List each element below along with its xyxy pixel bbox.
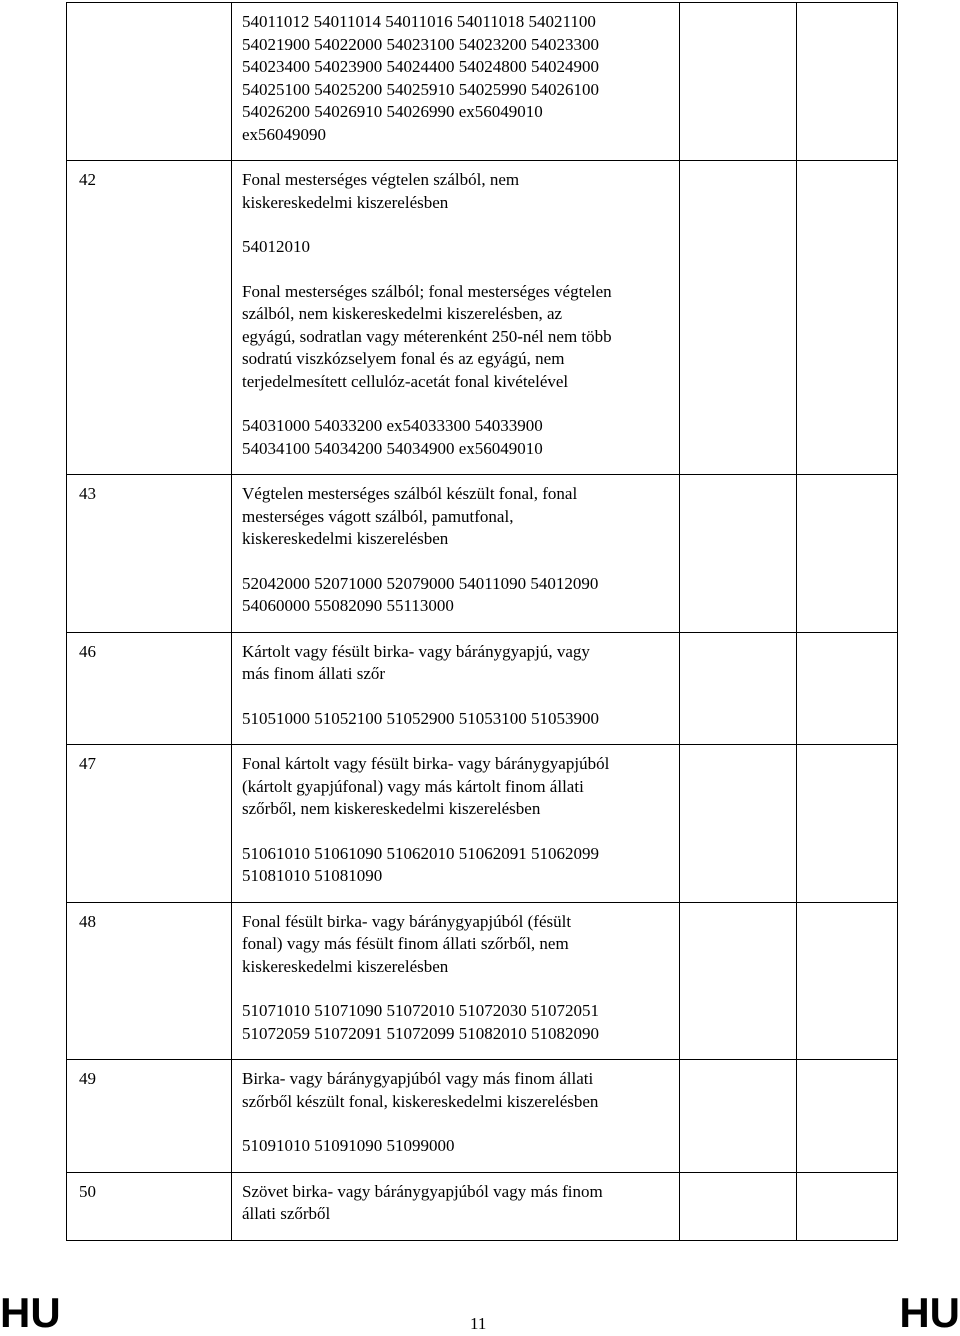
description-content — [232, 475, 679, 632]
description-content — [232, 745, 679, 902]
description-block — [242, 169, 679, 214]
empty-cell — [797, 161, 898, 475]
empty-cell — [797, 3, 898, 161]
text-line: szálból, nem kiskereskedelmi kiszerelésben, az — [242, 304, 563, 323]
description-block — [242, 1181, 679, 1226]
text-line: szőrből készült fonal, kiskereskedelmi kiszerelésben — [242, 1091, 599, 1111]
row-number-cell — [67, 745, 232, 903]
text-line: 54021900 54022000 54023100 54023200 54023300 — [242, 34, 599, 54]
text-line: 54026200 54026910 54026990 ex56049010 — [242, 102, 543, 121]
empty-cell — [680, 3, 797, 161]
text-line: 54012010 — [242, 237, 310, 256]
empty-cell — [797, 1172, 898, 1240]
description-cell — [232, 632, 680, 745]
text-line: 51071010 51071090 51072010 51072030 51072051 — [242, 1001, 599, 1020]
description-cell — [232, 161, 680, 475]
text-line: 54023400 54023900 54024400 54024800 54024900 — [242, 57, 599, 76]
description-content — [232, 1060, 679, 1172]
row-number: 48 — [79, 911, 96, 931]
empty-cell — [680, 161, 797, 475]
text-line: állati szőrből — [242, 1204, 331, 1223]
text-line: 52042000 52071000 52079000 54011090 54012090 — [242, 573, 599, 593]
text-line: 51072059 51072091 51072099 51082010 51082090 — [242, 1023, 599, 1043]
row-number: 47 — [79, 754, 96, 773]
text-line: terjedelmesített cellulóz-acetát fonal kivételével — [242, 371, 569, 391]
table-row — [67, 1172, 898, 1240]
table-row — [67, 3, 898, 161]
text-line: 54011012 54011014 54011016 54011018 54021100 — [242, 12, 596, 31]
description-block — [242, 415, 679, 460]
row-number-cell — [67, 1172, 232, 1240]
description-cell — [232, 1172, 680, 1240]
description-cell — [232, 475, 680, 633]
text-line: 51051000 51052100 51052900 51053100 51053900 — [242, 708, 599, 728]
description-block — [242, 753, 679, 821]
description-content — [232, 3, 679, 160]
table-row — [67, 632, 898, 745]
row-number-cell — [67, 3, 232, 161]
text-line: Kártolt vagy fésült birka- vagy báránygyapjú, vagy — [242, 641, 590, 661]
text-line: 51091010 51091090 51099000 — [242, 1136, 455, 1155]
description-block — [242, 641, 679, 686]
table-row — [67, 902, 898, 1060]
row-number: 43 — [79, 484, 96, 503]
row-number-cell — [67, 161, 232, 475]
description-block — [242, 11, 679, 146]
empty-cell — [680, 475, 797, 633]
row-number: 42 — [79, 170, 96, 189]
product-code-table — [66, 2, 898, 1241]
description-block — [242, 573, 679, 618]
text-line: 54034100 54034200 54034900 ex56049010 — [242, 438, 543, 458]
text-line: sodratú viszkózselyem fonal és az egyágú, nem — [242, 349, 565, 368]
row-number-cell — [67, 632, 232, 745]
footer-left-country-mark: HU — [0, 1289, 61, 1336]
text-line: kiskereskedelmi kiszerelésben — [242, 956, 449, 976]
empty-cell — [797, 902, 898, 1060]
empty-cell — [680, 902, 797, 1060]
description-cell — [232, 745, 680, 903]
description-block — [242, 1068, 679, 1113]
row-number-cell — [67, 1060, 232, 1173]
text-line: 54031000 54033200 ex54033300 54033900 — [242, 416, 543, 435]
description-cell — [232, 3, 680, 161]
description-block — [242, 843, 679, 888]
row-number-cell — [67, 475, 232, 633]
text-line: Birka- vagy báránygyapjúból vagy más finom állati — [242, 1069, 594, 1088]
text-line: fonal) vagy más fésült finom állati szőrből, nem — [242, 934, 569, 953]
empty-cell — [797, 745, 898, 903]
page-number: 11 — [470, 1314, 487, 1333]
text-line: Fonal fésült birka- vagy báránygyapjúból (fésült — [242, 911, 572, 931]
row-number — [67, 3, 231, 11]
description-cell — [232, 902, 680, 1060]
description-content — [232, 1173, 679, 1240]
description-cell — [232, 1060, 680, 1173]
empty-cell — [797, 632, 898, 745]
text-line: 54060000 55082090 55113000 — [242, 596, 454, 615]
text-line: Végtelen mesterséges szálból készült fonal, fonal — [242, 484, 578, 503]
text-line: kiskereskedelmi kiszerelésben — [242, 192, 449, 212]
text-line: szőrből, nem kiskereskedelmi kiszerelésben — [242, 799, 541, 818]
table-body — [67, 3, 898, 1241]
text-line: mesterséges vágott szálból, pamutfonal, — [242, 506, 514, 526]
empty-cell — [680, 745, 797, 903]
table-row — [67, 1060, 898, 1173]
description-content — [232, 633, 679, 745]
empty-cell — [797, 1060, 898, 1173]
empty-cell — [680, 632, 797, 745]
text-line: 51081010 51081090 — [242, 866, 383, 885]
text-line: egyágú, sodratlan vagy méterenként 250-nél nem több — [242, 326, 612, 346]
text-line: Fonal mesterséges szálból; fonal mesterséges végtelen — [242, 281, 612, 301]
row-number: 50 — [79, 1181, 96, 1201]
description-block — [242, 281, 679, 394]
empty-cell — [797, 475, 898, 633]
text-line: 51061010 51061090 51062010 51062091 51062099 — [242, 843, 599, 863]
text-line: ex56049090 — [242, 124, 327, 144]
description-content — [232, 903, 679, 1060]
description-block — [242, 1135, 679, 1158]
text-line: Fonal kártolt vagy fésült birka- vagy báránygyapjúból — [242, 754, 610, 773]
empty-cell — [680, 1060, 797, 1173]
table-row — [67, 475, 898, 633]
description-block — [242, 236, 679, 259]
text-line: más finom állati szőr — [242, 664, 386, 683]
description-block — [242, 483, 679, 551]
empty-cell — [680, 1172, 797, 1240]
row-number: 46 — [79, 641, 96, 661]
footer-right-country-mark: HU — [899, 1289, 960, 1336]
table-row — [67, 161, 898, 475]
row-number-cell — [67, 902, 232, 1060]
description-block — [242, 911, 679, 979]
text-line: Fonal mesterséges végtelen szálból, nem — [242, 170, 520, 189]
text-line: Szövet birka- vagy báránygyapjúból vagy más finom — [242, 1181, 603, 1201]
description-block — [242, 708, 679, 731]
text-line: (kártolt gyapjúfonal) vagy más kártolt finom állati — [242, 776, 584, 796]
text-line: 54025100 54025200 54025910 54025990 54026100 — [242, 79, 599, 99]
row-number: 49 — [79, 1069, 96, 1088]
table-row — [67, 745, 898, 903]
description-block — [242, 1000, 679, 1045]
description-content — [232, 161, 679, 474]
text-line: kiskereskedelmi kiszerelésben — [242, 529, 449, 548]
